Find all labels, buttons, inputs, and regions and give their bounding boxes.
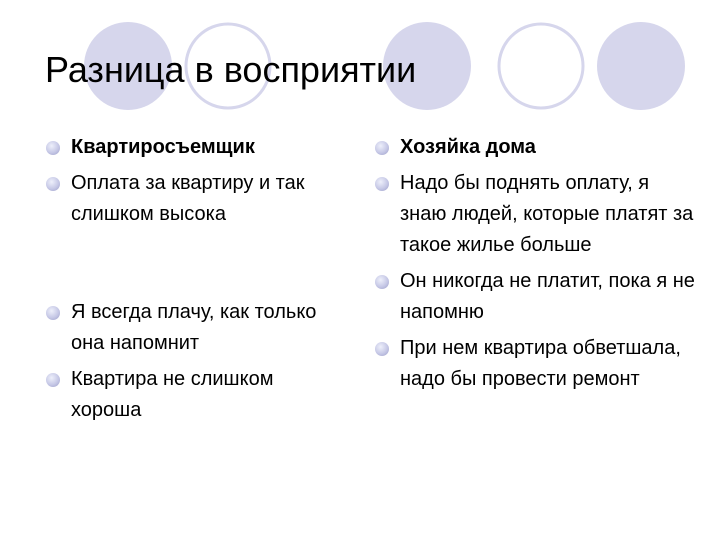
list-item <box>375 132 695 163</box>
slide-title: Разница в восприятии <box>45 49 417 90</box>
list-item-text: Надо бы поднять оплату, я знаю людей, которые платят за такое жилье больше <box>400 172 694 256</box>
left-bullet-list <box>46 132 326 426</box>
list-item-text: Он никогда не платит, пока я не напомню <box>400 270 695 323</box>
list-item <box>46 168 326 230</box>
list-item <box>46 297 326 359</box>
bullet-icon <box>375 141 389 155</box>
bullet-icon <box>375 177 389 191</box>
list-item-text: При нем квартира обветшала, надо бы провести ремонт <box>400 337 681 390</box>
deco-circle-filled <box>597 22 685 110</box>
list-item <box>46 132 326 163</box>
bullet-icon <box>46 373 60 387</box>
right-bullet-list <box>375 132 695 395</box>
list-item <box>375 168 695 261</box>
list-item <box>375 333 695 395</box>
left-heading: Квартиросъемщик <box>71 136 255 158</box>
list-item-text: Я всегда плачу, как только она напомнит <box>71 301 317 354</box>
bullet-icon <box>46 141 60 155</box>
list-item-text: Квартира не слишком хороша <box>71 368 274 421</box>
bullet-icon <box>46 306 60 320</box>
list-item <box>375 266 695 328</box>
bullet-icon <box>375 275 389 289</box>
bullet-icon <box>375 342 389 356</box>
right-heading: Хозяйка дома <box>400 136 536 158</box>
deco-circle-outline <box>499 24 583 108</box>
list-item-text: Оплата за квартиру и так слишком высока <box>71 172 305 225</box>
list-item <box>46 364 326 426</box>
bullet-icon <box>46 177 60 191</box>
